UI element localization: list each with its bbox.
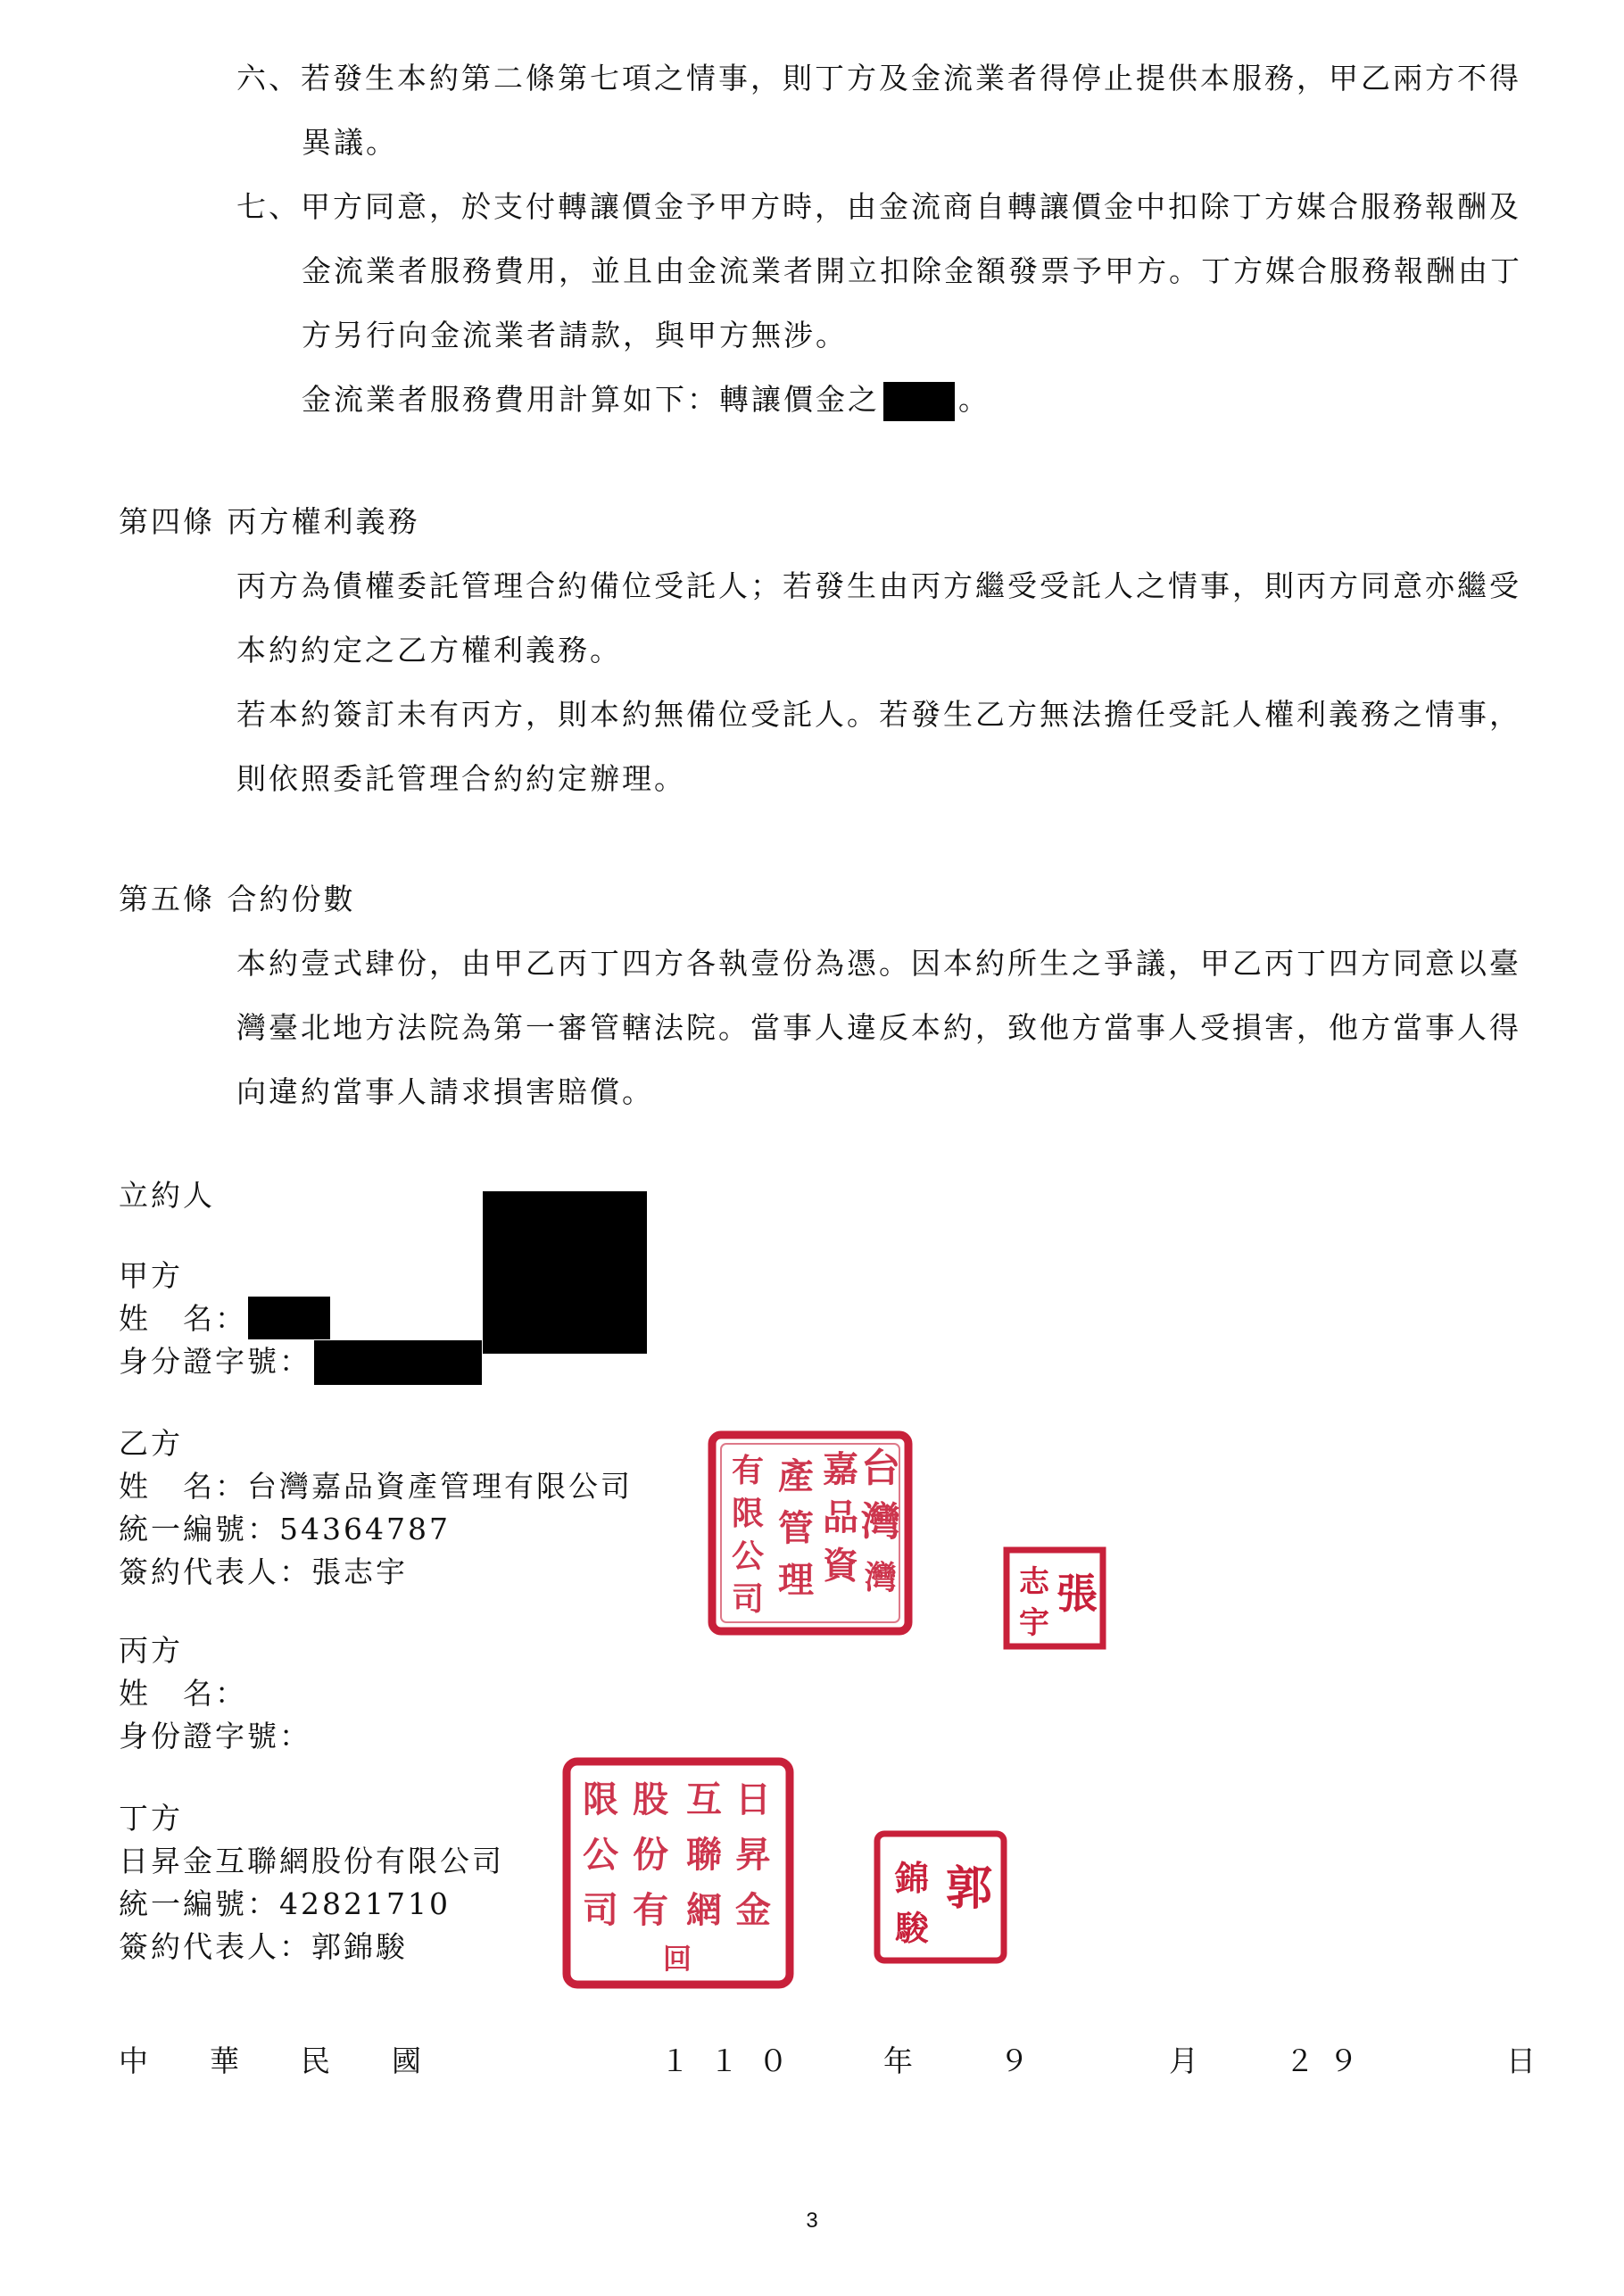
svg-text:灣: 灣 [864, 1559, 898, 1596]
svg-text:份: 份 [633, 1834, 668, 1876]
svg-text:嘉: 嘉 [823, 1448, 858, 1490]
article-4-p2-line-2: 則依照委託管理合約約定辦理。 [236, 761, 686, 796]
svg-text:駿: 駿 [894, 1908, 930, 1948]
page-number: 3 [806, 2209, 818, 2233]
article-5-line-1: 本約壹式肆份，由甲乙丙丁四方各執壹份為憑。因本約所生之爭議，甲乙丙丁四方同意以臺 [236, 946, 1521, 981]
svg-text:郭: 郭 [945, 1861, 993, 1916]
svg-text:司: 司 [731, 1580, 765, 1618]
svg-text:公: 公 [731, 1538, 765, 1575]
svg-text:理: 理 [778, 1559, 814, 1601]
article-4-p1-line-1: 丙方為債權委託管理合約備位受託人；若發生由丙方繼受受託人之情事，則丙方同意亦繼受 [236, 568, 1521, 603]
item-six-line-1: 六、若發生本約第二條第七項之情事，則丁方及金流業者得停止提供本服務，甲乙兩方不得 [236, 61, 1521, 95]
svg-text:網: 網 [686, 1889, 722, 1931]
party-d-representative-seal [873, 1829, 1008, 1965]
fee-line [302, 382, 990, 421]
article-4-p1-line-2: 本約約定之乙方權利義務。 [236, 633, 622, 667]
party-c-name-label: 姓 名： [119, 1676, 247, 1711]
party-b-label: 乙方 [119, 1426, 183, 1461]
article-4-heading: 第四條 丙方權利義務 [119, 504, 420, 539]
svg-text:張: 張 [1056, 1570, 1098, 1618]
svg-text:限: 限 [583, 1778, 618, 1820]
date-era: 中 華 民 國 [119, 2043, 437, 2078]
party-b-company-seal [707, 1430, 914, 1637]
svg-text:宇: 宇 [1019, 1605, 1049, 1641]
svg-text:股: 股 [633, 1778, 668, 1820]
item-seven-line-1: 七、甲方同意，於支付轉讓價金予甲方時，由金流商自轉讓價金中扣除丁方媒合服務報酬及 [236, 189, 1521, 224]
party-a-label: 甲方 [119, 1258, 183, 1293]
svg-text:有: 有 [731, 1452, 765, 1489]
party-a-name-redaction [248, 1297, 330, 1339]
date-year-unit: 年 [883, 2043, 913, 2078]
party-a-id-redaction [314, 1340, 482, 1385]
svg-text:昇: 昇 [735, 1834, 771, 1876]
svg-text:日: 日 [735, 1778, 771, 1820]
article-4-p2-line-1: 若本約簽訂未有丙方，則本約無備位受託人。若發生乙方無法擔任受託人權利義務之情事， [236, 697, 1521, 732]
svg-text:金: 金 [735, 1889, 771, 1931]
party-b-name: 姓 名：台灣嘉品資產管理有限公司 [119, 1469, 633, 1504]
svg-text:台: 台 [861, 1446, 900, 1491]
svg-text:限: 限 [731, 1495, 765, 1532]
svg-text:志: 志 [1019, 1564, 1049, 1600]
fee-prefix: 金流業者服務費用計算如下：轉讓價金之 [302, 382, 880, 417]
svg-text:司: 司 [583, 1889, 618, 1931]
svg-text:品: 品 [823, 1496, 858, 1538]
party-c-id-label: 身份證字號： [119, 1719, 311, 1753]
svg-text:聯: 聯 [686, 1834, 722, 1876]
party-d-representative: 簽約代表人：郭錦駿 [119, 1929, 408, 1964]
svg-text:錦: 錦 [894, 1858, 930, 1898]
svg-text:有: 有 [633, 1889, 668, 1931]
svg-text:灣: 灣 [861, 1499, 900, 1545]
item-six-line-2: 異議。 [302, 125, 398, 160]
svg-text:回: 回 [662, 1942, 692, 1976]
svg-text:公: 公 [583, 1834, 618, 1876]
article-5-line-2: 灣臺北地方法院為第一審管轄法院。當事人違反本約，致他方當事人受損害，他方當事人得 [236, 1010, 1521, 1045]
party-a-seal-redaction [483, 1191, 647, 1354]
date-month-unit: 月 [1169, 2043, 1198, 2078]
svg-text:互: 互 [686, 1778, 722, 1820]
item-seven-line-3: 方另行向金流業者請款，與甲方無涉。 [302, 318, 848, 352]
party-b-representative-seal [1002, 1546, 1107, 1651]
svg-text:產: 產 [778, 1455, 814, 1497]
svg-text:管: 管 [778, 1507, 814, 1549]
fee-suffix: 。 [958, 382, 990, 417]
signatories-title: 立約人 [119, 1178, 215, 1213]
article-5-line-3: 向違約當事人請求損害賠償。 [236, 1074, 654, 1109]
date-month: ９ [999, 2043, 1029, 2078]
date-day-unit: 日 [1506, 2043, 1536, 2078]
item-seven-line-2: 金流業者服務費用，並且由金流業者開立扣除金額發票予甲方。丁方媒合服務報酬由丁 [302, 253, 1522, 288]
party-b-representative: 簽約代表人：張志宇 [119, 1554, 408, 1589]
fee-redaction [883, 382, 955, 421]
party-d-label: 丁方 [119, 1801, 183, 1836]
date-year: １１０ [660, 2043, 808, 2078]
party-c-label: 丙方 [119, 1633, 183, 1668]
party-d-company-seal [561, 1756, 795, 1990]
party-a-id-label: 身分證字號： [119, 1344, 311, 1379]
svg-text:資: 資 [823, 1545, 858, 1587]
party-d-tax-id: 統一編號：42821710 [119, 1886, 451, 1921]
article-5-heading: 第五條 合約份數 [119, 882, 356, 916]
party-b-tax-id: 統一編號：54364787 [119, 1512, 451, 1546]
party-a-name-label: 姓 名： [119, 1301, 247, 1336]
date-day: ２９ [1285, 2043, 1372, 2078]
party-d-name: 日昇金互聯網股份有限公司 [119, 1844, 504, 1878]
